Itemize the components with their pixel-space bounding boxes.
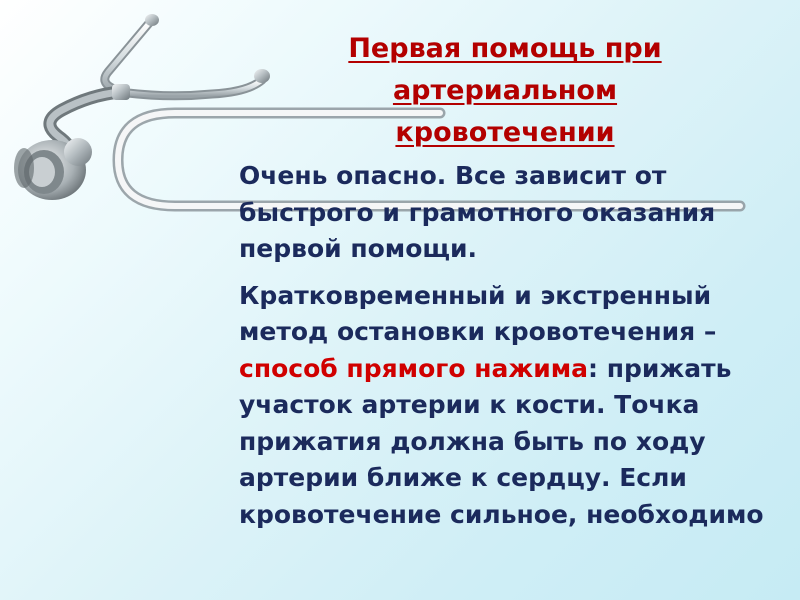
stethoscope-chestpiece bbox=[14, 138, 92, 200]
slide-body bbox=[239, 158, 784, 543]
stethoscope-headset bbox=[105, 14, 270, 96]
paragraph-danger: Очень опасно. Все зависит от быстрого и грамотного оказания первой помощи. bbox=[239, 161, 716, 263]
highlight-direct-pressure: способ прямого нажима bbox=[239, 353, 589, 383]
paragraph-direct-pressure bbox=[239, 278, 784, 534]
paragraph-text-after: : прижать участок артерии к кости. Точка прижатия должна быть по ходу артерии ближе к сердцу. Если кровотечение сильное, необходимо bbox=[239, 353, 764, 529]
slide-title: Первая помощь при артериальном кровотечении bbox=[348, 33, 662, 148]
paragraph-text-before: Кратковременный и экстренный метод остановки кровотечения – bbox=[239, 280, 717, 346]
